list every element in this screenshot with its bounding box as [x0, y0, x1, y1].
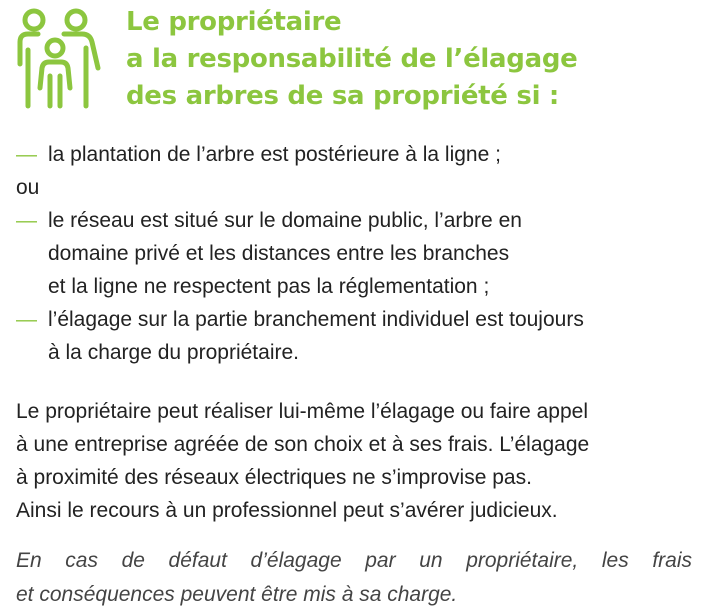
- paragraph-line: à proximité des réseaux électriques ne s’improvise pas.: [16, 466, 532, 489]
- dash-bullet: —: [16, 308, 37, 331]
- item-line: l’élagage sur la partie branchement individuel est toujours: [48, 308, 584, 331]
- dash-bullet: —: [16, 143, 37, 166]
- paragraph-line: Ainsi le recours à un professionnel peut s’avérer judicieux.: [16, 499, 558, 522]
- or-separator: ou: [16, 176, 40, 199]
- italic-note: [16, 544, 692, 612]
- title-line: a la responsabilité de l’élagage: [126, 44, 578, 74]
- family-icon: [14, 8, 104, 112]
- list-item: [0, 138, 690, 171]
- conditions-list: [0, 138, 690, 369]
- page-title: [126, 4, 577, 115]
- title-line: Le propriétaire: [126, 7, 342, 37]
- item-line: domaine privé et les distances entre les branches: [48, 242, 510, 265]
- note-line: et conséquences peuvent être mis à sa charge.: [16, 583, 458, 606]
- paragraph-line: Le propriétaire peut réaliser lui-même l’élagage ou faire appel: [16, 400, 588, 423]
- header: [0, 0, 701, 120]
- item-text: la plantation de l’arbre est postérieure à la ligne ;: [48, 143, 501, 166]
- paragraph-line: à une entreprise agréée de son choix et à ses frais. L’élagage: [16, 433, 590, 456]
- list-item: [0, 204, 690, 303]
- item-line: à la charge du propriétaire.: [48, 341, 299, 364]
- list-item: [0, 303, 690, 369]
- note-line: En cas de défaut d’élagage par un propriétaire, les frais: [16, 549, 692, 572]
- item-line: le réseau est situé sur le domaine public, l’arbre en: [48, 209, 522, 232]
- dash-bullet: —: [16, 209, 37, 232]
- item-line: et la ligne ne respectent pas la réglementation ;: [48, 275, 490, 298]
- body-paragraph: [16, 395, 696, 527]
- title-line: des arbres de sa propriété si :: [126, 81, 560, 111]
